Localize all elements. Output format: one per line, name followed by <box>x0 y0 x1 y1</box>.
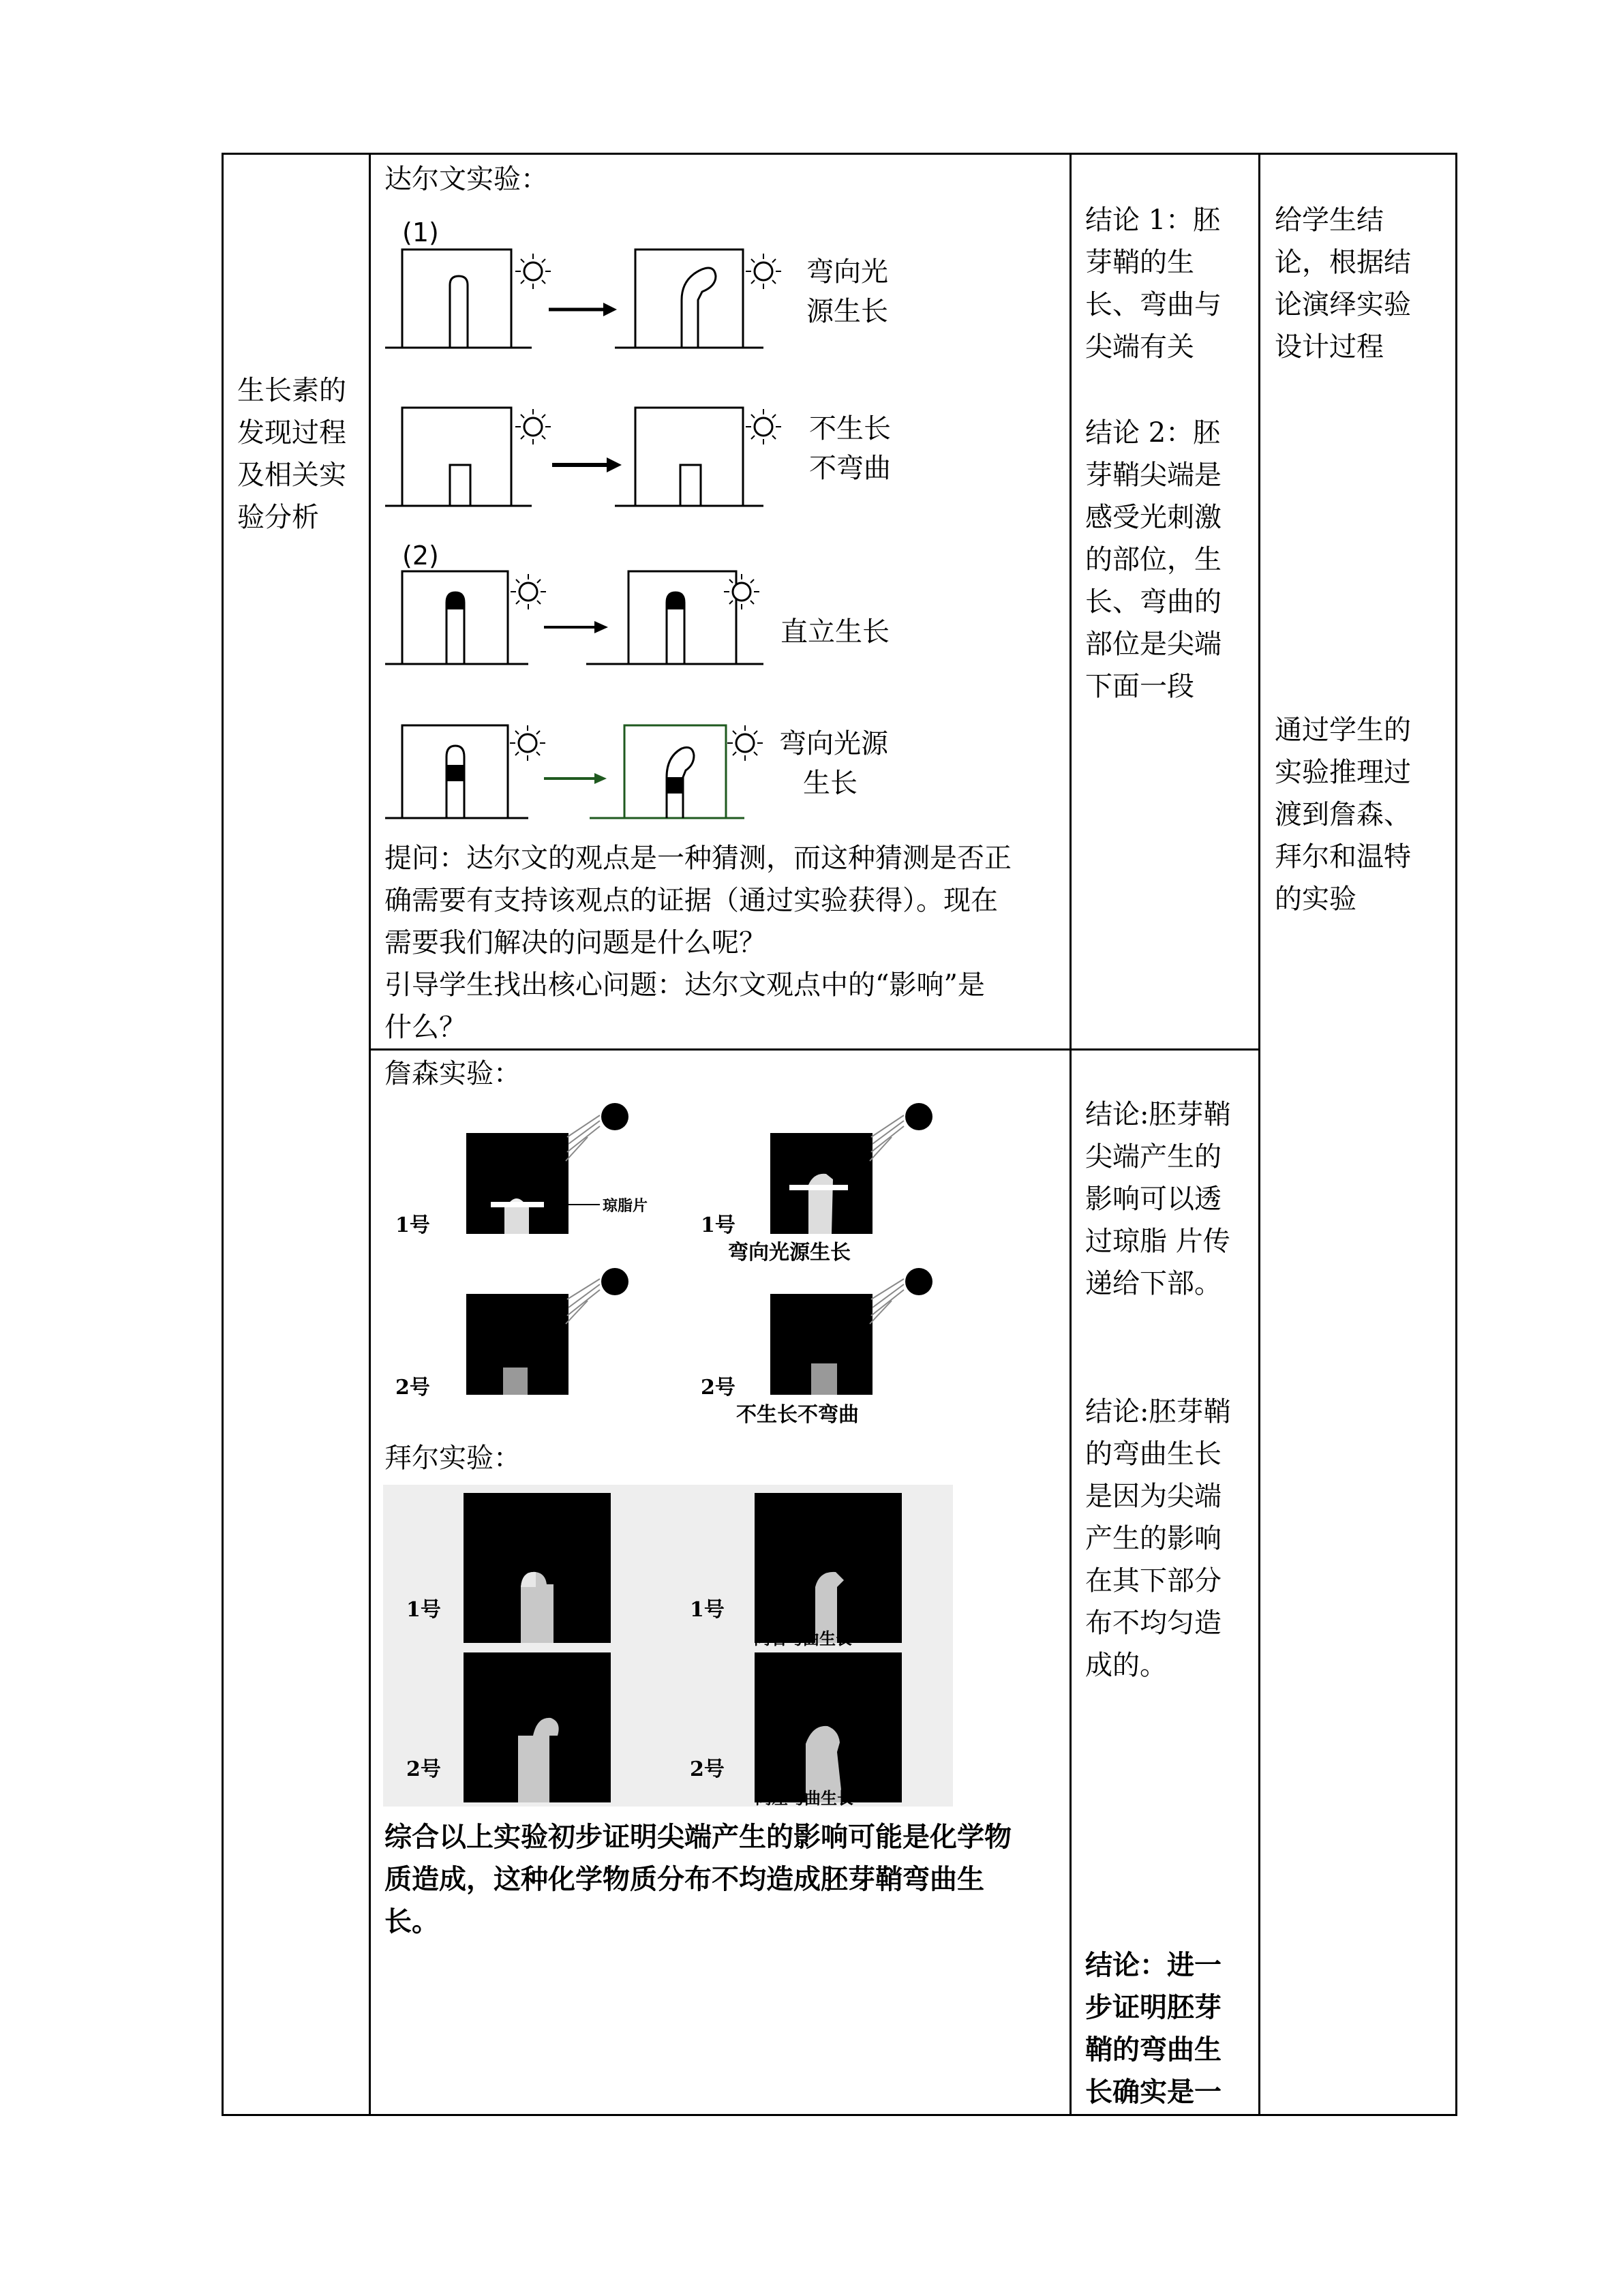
darwin-caption-1b: 源生长 <box>806 296 888 327</box>
conclusion-line: 结论:胚芽鞘 <box>1085 1099 1231 1130</box>
row-title-line: 及相关实 <box>237 459 346 491</box>
darwin-diagram-4 <box>382 716 1063 825</box>
row-title-line: 发现过程 <box>237 417 346 449</box>
arrow-icon <box>552 457 622 472</box>
paal-label-2a: 2号 <box>406 1757 441 1781</box>
darwin-diagram-2 <box>382 397 1063 513</box>
darwin-mark-1: (1) <box>402 217 439 247</box>
jensen-label-2a: 2号 <box>395 1376 430 1400</box>
note-line: 论，根据结 <box>1275 247 1411 278</box>
conclusion-line: 产生的影响 <box>1085 1523 1222 1554</box>
jensen-caption-2b: 不生长不弯曲 <box>736 1403 859 1427</box>
paal-label-1b: 1号 <box>690 1598 725 1622</box>
paal-label-2b: 2号 <box>690 1757 725 1781</box>
conclusion-line: 长、弯曲的 <box>1085 586 1222 618</box>
conclusion-line: 芽鞘的生 <box>1085 247 1194 278</box>
darwin-mark-2: (2) <box>402 541 439 571</box>
darwin-caption-1a: 弯向光 <box>806 256 888 288</box>
note-line: 设计过程 <box>1275 331 1384 363</box>
paal-heading: 拜尔实验： <box>384 1442 521 1474</box>
sun-icon <box>746 409 781 444</box>
jensen-caption-1b: 弯向光源生长 <box>728 1241 851 1265</box>
conclusion-line: 过琼脂 片传 <box>1085 1226 1230 1257</box>
question-line: 引导学生找出核心问题：达尔文观点中的“影响”是 <box>384 969 985 1001</box>
question-line: 提问：达尔文的观点是一种猜测，而这种猜测是否正 <box>384 843 1012 874</box>
conclusion-line: 部位是尖端 <box>1085 629 1222 660</box>
conclusion-line: 芽鞘尖端是 <box>1085 459 1222 491</box>
jensen-label-1b: 1号 <box>701 1213 735 1237</box>
summary-line: 质造成，这种化学物质分布不均造成胚芽鞘弯曲生 <box>384 1864 984 1895</box>
sun-icon <box>511 574 546 609</box>
darwin-caption-2b: 不弯曲 <box>809 453 891 484</box>
note-line: 拜尔和温特 <box>1275 841 1411 873</box>
row-title-line: 生长素的 <box>237 375 346 406</box>
conclusion-line: 结论 1：胚 <box>1085 205 1221 236</box>
paal-label-1a: 1号 <box>406 1598 441 1622</box>
sun-icon <box>746 254 781 289</box>
conclusion-line: 步证明胚芽 <box>1085 1992 1222 2023</box>
conclusion-line: 结论:胚芽鞘 <box>1085 1396 1231 1428</box>
paal-figure <box>383 1485 953 1807</box>
conclusion-line: 的弯曲生长 <box>1085 1438 1222 1470</box>
jensen-figure <box>383 1096 975 1430</box>
note-line: 实验推理过 <box>1275 757 1411 788</box>
jensen-label-2b: 2号 <box>701 1376 735 1400</box>
arrow-icon <box>544 621 608 633</box>
darwin-heading: 达尔文实验： <box>384 164 548 195</box>
sun-icon <box>727 725 763 761</box>
conclusion-line: 布不均匀造 <box>1085 1607 1222 1639</box>
darwin-caption-4a: 弯向光源 <box>779 728 888 759</box>
darwin-diagram-3 <box>382 562 1063 671</box>
sun-icon <box>515 254 551 289</box>
summary-line: 综合以上实验初步证明尖端产生的影响可能是化学物 <box>384 1822 1012 1853</box>
conclusion-line: 尖端有关 <box>1085 331 1194 363</box>
question-line: 需要我们解决的问题是什么呢？ <box>384 927 766 958</box>
conclusion-line: 鞘的弯曲生 <box>1085 2034 1222 2066</box>
darwin-caption-4b: 生长 <box>803 768 858 799</box>
summary-line: 长。 <box>384 1906 439 1937</box>
conclusion-line: 感受光刺激 <box>1085 502 1222 533</box>
conclusion-line: 是因为尖端 <box>1085 1481 1222 1512</box>
conclusion-line: 长确实是一 <box>1085 2076 1222 2108</box>
sun-icon <box>515 409 551 444</box>
conclusion-line: 影响可以透 <box>1085 1183 1222 1215</box>
darwin-diagram-1 <box>382 239 1063 354</box>
note-line: 渡到詹森、 <box>1275 799 1411 830</box>
note-line: 论演绎实验 <box>1275 289 1411 320</box>
row-title-line: 验分析 <box>237 502 319 533</box>
note-line: 给学生结 <box>1275 205 1384 236</box>
conclusion-line: 递给下部。 <box>1085 1268 1222 1299</box>
sun-icon <box>510 725 545 761</box>
conclusion-line: 长、弯曲与 <box>1085 289 1222 320</box>
note-line: 的实验 <box>1275 883 1356 915</box>
jensen-label-1a: 1号 <box>395 1213 430 1237</box>
arrow-icon <box>549 303 617 316</box>
darwin-caption-2a: 不生长 <box>809 413 891 444</box>
conclusion-line: 的部位，生 <box>1085 544 1222 575</box>
conclusion-line: 成的。 <box>1085 1650 1167 1681</box>
conclusion-line: 结论：进一 <box>1085 1950 1222 1981</box>
conclusion-line: 下面一段 <box>1085 671 1194 702</box>
question-line: 确需要有支持该观点的证据（通过实验获得）。现在 <box>384 885 998 916</box>
conclusion-line: 在其下部分 <box>1085 1565 1222 1597</box>
paal-caption-2b: 向左弯曲生长 <box>755 1788 853 1808</box>
question-line: 什么？ <box>384 1012 466 1043</box>
conclusion-line: 结论 2：胚 <box>1085 417 1221 449</box>
jensen-heading: 詹森实验： <box>384 1058 521 1089</box>
paal-caption-1b: 向右弯曲生长 <box>754 1629 852 1648</box>
conclusion-line: 尖端产生的 <box>1085 1141 1222 1173</box>
darwin-caption-3: 直立生长 <box>780 616 890 648</box>
agar-label: 琼脂片 <box>603 1197 648 1215</box>
note-line: 通过学生的 <box>1275 714 1411 746</box>
sun-icon <box>724 574 759 609</box>
arrow-icon <box>544 773 607 784</box>
